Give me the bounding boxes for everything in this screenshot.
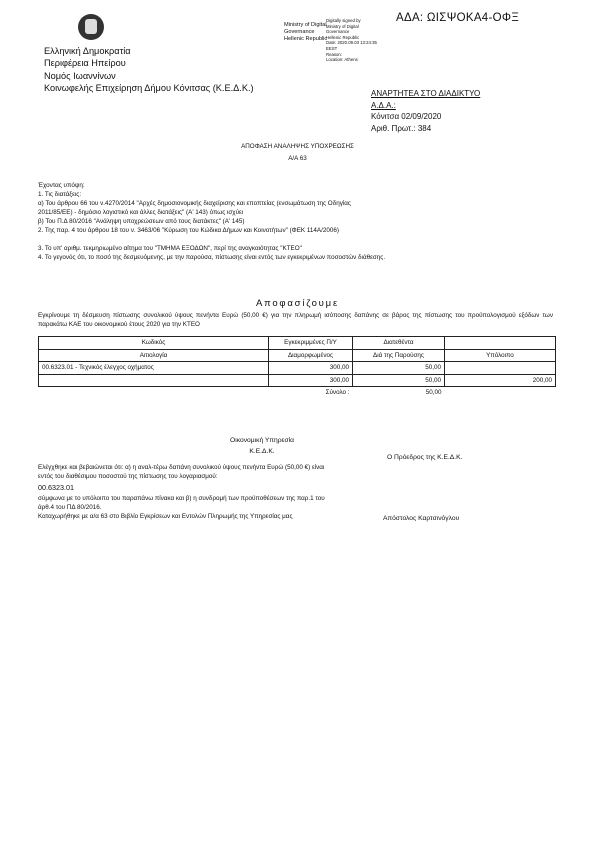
publication-block bbox=[371, 88, 480, 134]
decide-paragraph: Εγκρίνουμε τη δέσμευση πίστωσης συνολικού ύψους πενήντα Ευρώ (50,00 €) για την πληρωμή ισόποσης δαπάνης σε βάρος της πίστωσης του προϋπολογισμού εξόδων των παρακάτω ΚΑΕ του οικονομικού έτους 2020 για την ΚΤΕΟ bbox=[38, 312, 553, 329]
signature-line: Ministry of Digital bbox=[284, 22, 327, 28]
body-line: 1. Τις διατάξεις: bbox=[38, 191, 82, 198]
signature-detail: Digitally signed by bbox=[326, 18, 361, 23]
signature-detail: Reason: bbox=[326, 51, 343, 57]
publication-title: ΑΝΑΡΤΗΤΕΑ ΣΤΟ ΔΙΑΔΙΚΤΥΟ bbox=[371, 89, 481, 98]
economic-org: Κ.Ε.Δ.Κ. bbox=[249, 447, 275, 455]
header-cell: Εγκεκριμμένες Π/Υ bbox=[269, 337, 353, 350]
verification-text: Καταχωρήθηκε με α/α 63 στο Βιβλίο Εγκρίσεων και Εντολών Πληρωμής της Υπηρεσίας μας bbox=[38, 513, 293, 520]
issuer-block bbox=[44, 45, 254, 94]
protocol-line: Αριθ. Πρωτ.: 384 bbox=[371, 123, 432, 133]
body-line: 3. Το υπ' αριθμ. τεκμηριωμένο αίτημα του "ΤΜΗΜΑ ΕΞΟΔΩΝ", περί της αναγκαιότητας "ΚΤΕΟ" bbox=[38, 245, 302, 252]
issuer-line: Νομός Ιωαννίνων bbox=[44, 70, 116, 81]
signature-line: Governance bbox=[284, 29, 315, 35]
table-cell: 50,00 bbox=[353, 374, 445, 387]
table-row bbox=[39, 374, 556, 387]
budget-table bbox=[38, 336, 556, 399]
ada-top: ΑΔΑ: ΩΙΣΨΟΚΑ4-ΟΦΞ bbox=[396, 12, 520, 24]
signature-detail: Location: Athens bbox=[326, 57, 358, 63]
economic-service-block bbox=[197, 436, 327, 457]
body-line: β) Του Π.Δ 80/2016 "Ανάληψη υποχρεώσεων από τους διατάκτες" (Α' 145) bbox=[38, 218, 245, 225]
verification-text: Ελέγχθηκε και βεβαιώνεται ότι: α) η αναλ-τέρω δαπάνη συνολικού ύψους πενήντα Ευρώ (50,00 €) είναι εντός του διαθέσιμου ποσοστού της πίστωσης του λογαριασμού: bbox=[38, 464, 325, 480]
table-cell: 50,00 bbox=[353, 362, 445, 375]
table-row bbox=[39, 362, 556, 375]
considerations bbox=[38, 181, 558, 262]
body-line: 2011/85/ΕΕ) - δημόσιο λογιστικό και άλλες διατάξεις" (Α' 143) όπως ισχύει bbox=[38, 209, 244, 216]
issuer-line: Κοινωφελής Επιχείρηση Δήμου Κόνιτσας (Κ.Ε.Δ.Κ.) bbox=[44, 82, 254, 93]
verification-block bbox=[38, 463, 338, 521]
signature-details bbox=[326, 18, 377, 63]
body-line: 2. Της παρ. 4 του άρθρου 18 του ν. 3463/06 "Κύρωση του Κώδικα Δήμων και Κοινοτήτων" (ΦΕΚ 114Α/2006) bbox=[38, 227, 339, 234]
table-header-row bbox=[39, 349, 556, 362]
body-line: 4. Το γεγονός ότι, το ποσό της δεσμευόμενης, με την παρούσα, πίστωσης είναι εντός των εγκεκριμένων ποσοστών διάθεσης. bbox=[38, 254, 386, 261]
president-name: Απόστολος Καρτσινόγλου bbox=[383, 515, 460, 522]
total-label: Σύνολο : bbox=[325, 389, 350, 397]
table-header-row bbox=[39, 337, 556, 350]
header-cell: Διατεθέντα bbox=[353, 337, 445, 350]
economic-service: Οικονομική Υπηρεσία bbox=[230, 437, 294, 444]
total-value: 50,00 bbox=[425, 389, 442, 397]
body-line: Έχοντας υπόψη: bbox=[38, 182, 85, 189]
ada-label: Α.Δ.Α.: bbox=[371, 100, 396, 110]
decision-title: ΑΠΟΦΑΣΗ ΑΝΑΛΗΨΗΣ ΥΠΟΧΡΕΩΣΗΣ bbox=[241, 143, 354, 150]
table-cell bbox=[39, 374, 269, 387]
body-line: α) Του άρθρου 66 του ν.4270/2014 "Αρχές δημοσιονομικής διαχείρισης και εποπτείας (ενσωμάτωση της Οδηγίας bbox=[38, 200, 351, 207]
header-cell: Κωδικός bbox=[39, 337, 269, 350]
signature-detail: Governance bbox=[326, 29, 350, 35]
header-cell: Διά της Παρούσης bbox=[353, 349, 445, 362]
body-line bbox=[38, 235, 558, 244]
signature-detail: EEST bbox=[326, 45, 338, 51]
signature-detail: Date: 2020.09.03 13:24:35 bbox=[326, 40, 377, 46]
header-cell: Διαμορφωμένος bbox=[269, 349, 353, 362]
header-cell bbox=[445, 337, 556, 350]
table-total-row bbox=[39, 387, 556, 399]
header-cell: Υπόλοιπο bbox=[445, 349, 556, 362]
table-cell: 300,00 bbox=[269, 362, 353, 375]
table-cell: 00.6323.01 - Τεχνικός έλεγχος οχήματος bbox=[39, 362, 269, 375]
signature-detail: Ministry of Digital bbox=[326, 23, 359, 29]
issuer-line: Περιφέρεια Ηπείρου bbox=[44, 58, 126, 69]
account-code: 00.6323.01 bbox=[38, 483, 74, 492]
president-title: Ο Πρόεδρος της Κ.Ε.Δ.Κ. bbox=[387, 454, 463, 461]
verification-text: σύμφωνα με το υπόλοιπο του παραπάνω πίνακα και β) η συνδρομή των προϋποθέσεων της παρ.1 του άρθ.4 του ΠΔ 80/2016. bbox=[38, 495, 325, 511]
decision-heading bbox=[0, 141, 595, 164]
table-cell: 300,00 bbox=[269, 374, 353, 387]
signature-block bbox=[284, 22, 327, 43]
date-line: Κόνιτσα 02/09/2020 bbox=[371, 112, 442, 121]
signature-line: Hellenic Republic bbox=[284, 36, 328, 42]
table-cell bbox=[445, 362, 556, 375]
table-cell: 200,00 bbox=[445, 374, 556, 387]
header-cell: Αιτιολογία bbox=[39, 349, 269, 362]
decision-number: Α/Α 63 bbox=[288, 154, 307, 162]
issuer-line: Ελληνική Δημοκρατία bbox=[44, 46, 131, 56]
signature-detail: Hellenic Republic bbox=[326, 34, 360, 40]
decide-heading: Αποφασίζουμε bbox=[255, 298, 339, 309]
greek-emblem-icon bbox=[78, 14, 104, 40]
